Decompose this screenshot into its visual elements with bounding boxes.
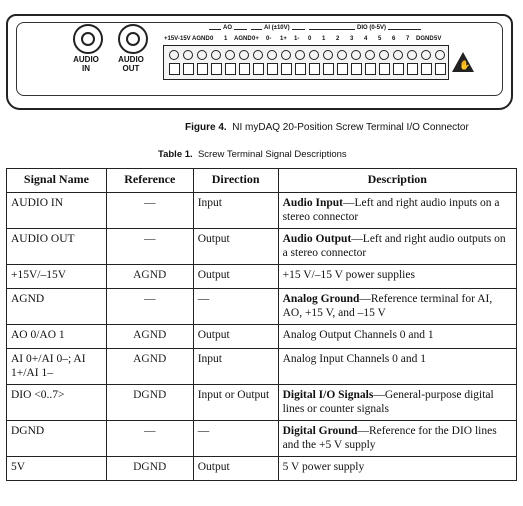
terminal-position	[181, 48, 194, 76]
figure-caption-label: Figure 4.	[185, 122, 227, 133]
wire-slot	[183, 63, 194, 75]
pin-label: AGND	[192, 36, 210, 42]
screw-icon	[183, 50, 193, 60]
wire-slot	[393, 63, 404, 75]
cell-direction: Input	[193, 193, 278, 229]
screw-icon	[379, 50, 389, 60]
table-row	[7, 289, 517, 325]
pin-label: AGND	[234, 36, 252, 42]
cell-direction: Output	[193, 325, 278, 349]
screw-icon	[393, 50, 403, 60]
terminal-position	[293, 48, 306, 76]
description-text: Analog Output Channels 0 and 1	[282, 329, 434, 341]
cell-direction: Output	[193, 457, 278, 481]
description-term: Digital Ground	[282, 425, 358, 437]
table-row	[7, 193, 517, 229]
description-text: —Reference terminal for AI, AO, +15 V, and –15 V	[282, 293, 493, 319]
pin-label: 4	[364, 36, 368, 42]
screw-icon	[253, 50, 263, 60]
screw-icon	[281, 50, 291, 60]
cell-reference: AGND	[106, 349, 193, 385]
cell-description	[278, 265, 516, 289]
pin-label: 1-	[294, 36, 300, 42]
cell-reference: —	[106, 193, 193, 229]
wire-slot	[253, 63, 264, 75]
wire-slot	[421, 63, 432, 75]
pin-label: 5V	[434, 36, 442, 42]
screw-icon	[225, 50, 235, 60]
cell-direction: Input or Output	[193, 385, 278, 421]
wire-slot	[435, 63, 446, 75]
pin-label: 1	[322, 36, 326, 42]
terminal-position	[419, 48, 432, 76]
table-row	[7, 421, 517, 457]
screw-icon	[435, 50, 445, 60]
wire-slot	[351, 63, 362, 75]
cell-description	[278, 421, 516, 457]
cell-description	[278, 385, 516, 421]
screw-icon	[309, 50, 319, 60]
screw-icon	[323, 50, 333, 60]
description-text: Analog Input Channels 0 and 1	[282, 353, 426, 365]
screw-icon	[337, 50, 347, 60]
description-term: Audio Input	[282, 197, 343, 209]
description-term: Digital I/O Signals	[282, 389, 374, 401]
terminal-position	[405, 48, 418, 76]
wire-slot	[379, 63, 390, 75]
table-row	[7, 265, 517, 289]
cell-reference: DGND	[106, 457, 193, 481]
terminal-position	[167, 48, 180, 76]
pin-label: +15V	[164, 36, 179, 42]
wire-slot	[323, 63, 334, 75]
pin-label: DGND	[416, 36, 434, 42]
ao-group-label: AO	[223, 25, 232, 31]
description-text: —General-purpose digital lines or counter signals	[282, 389, 494, 415]
description-term: Audio Output	[282, 233, 352, 245]
terminal-position	[223, 48, 236, 76]
wire-slot	[365, 63, 376, 75]
wire-slot	[169, 63, 180, 75]
wire-slot	[225, 63, 236, 75]
cell-signal-name: AI 0+/AI 0–; AI 1+/AI 1–	[7, 349, 107, 385]
screw-icon	[295, 50, 305, 60]
header-description: Description	[278, 169, 516, 193]
figure-caption-text: NI myDAQ 20-Position Screw Terminal I/O Connector	[232, 122, 469, 133]
terminal-position	[335, 48, 348, 76]
cell-signal-name: 5V	[7, 457, 107, 481]
screw-icon	[421, 50, 431, 60]
pin-label: 0	[210, 36, 214, 42]
wire-slot	[281, 63, 292, 75]
pin-label: 2	[336, 36, 340, 42]
table-caption	[158, 149, 347, 160]
table-row	[7, 349, 517, 385]
description-text: +15 V/–15 V power supplies	[282, 269, 415, 281]
ai-group-label: AI (±10V)	[264, 25, 290, 31]
cell-signal-name: AGND	[7, 289, 107, 325]
terminal-position	[265, 48, 278, 76]
description-term: Analog Ground	[282, 293, 360, 305]
terminal-position	[279, 48, 292, 76]
wire-slot	[309, 63, 320, 75]
cell-signal-name: AUDIO IN	[7, 193, 107, 229]
wire-slot	[337, 63, 348, 75]
pin-label: 7	[406, 36, 410, 42]
pin-label: 5	[378, 36, 382, 42]
wire-slot	[267, 63, 278, 75]
table-row	[7, 457, 517, 481]
cell-signal-name: AO 0/AO 1	[7, 325, 107, 349]
audio-in-label: AUDIO IN	[73, 55, 99, 73]
wire-slot	[295, 63, 306, 75]
wire-slot	[407, 63, 418, 75]
description-text: —Left and right audio inputs on a stereo connector	[282, 197, 500, 223]
audio-out-label: AUDIO OUT	[118, 55, 144, 73]
cell-direction: Output	[193, 265, 278, 289]
cell-signal-name: DGND	[7, 421, 107, 457]
table-caption-label: Table 1.	[158, 149, 193, 160]
cell-direction: —	[193, 289, 278, 325]
cell-reference: AGND	[106, 325, 193, 349]
terminal-position	[195, 48, 208, 76]
wire-slot	[239, 63, 250, 75]
cell-reference: AGND	[106, 265, 193, 289]
cell-description	[278, 193, 516, 229]
terminal-position	[321, 48, 334, 76]
terminal-position	[363, 48, 376, 76]
cell-signal-name: DIO <0..7>	[7, 385, 107, 421]
terminal-position	[433, 48, 446, 76]
cell-signal-name: AUDIO OUT	[7, 229, 107, 265]
esd-hand-icon: ✋	[459, 61, 471, 71]
header-reference: Reference	[106, 169, 193, 193]
table-row	[7, 385, 517, 421]
terminal-position	[377, 48, 390, 76]
audio-out-jack-icon	[118, 24, 148, 54]
terminal-position	[391, 48, 404, 76]
cell-direction: —	[193, 421, 278, 457]
signal-description-table	[6, 168, 517, 481]
screw-icon	[351, 50, 361, 60]
terminal-position	[237, 48, 250, 76]
screw-icon	[407, 50, 417, 60]
terminal-position	[251, 48, 264, 76]
screw-icon	[239, 50, 249, 60]
cell-direction: Input	[193, 349, 278, 385]
pin-label: 1	[224, 36, 228, 42]
cell-description	[278, 289, 516, 325]
figure-caption	[185, 122, 469, 133]
terminal-position	[209, 48, 222, 76]
table-caption-text: Screw Terminal Signal Descriptions	[197, 149, 347, 160]
cell-reference: —	[106, 229, 193, 265]
cell-reference: —	[106, 421, 193, 457]
cell-description	[278, 349, 516, 385]
screw-terminal-connector	[163, 45, 449, 80]
dio-group-label: DIO (0-5V)	[357, 25, 387, 31]
audio-in-jack-icon	[73, 24, 103, 54]
table-header-row	[7, 169, 517, 193]
terminal-position	[349, 48, 362, 76]
description-text: 5 V power supply	[282, 461, 365, 473]
table-row	[7, 229, 517, 265]
description-text: —Reference for the DIO lines and the +5 V supply	[282, 425, 497, 451]
wire-slot	[211, 63, 222, 75]
cell-signal-name: +15V/–15V	[7, 265, 107, 289]
screw-icon	[169, 50, 179, 60]
table-row	[7, 325, 517, 349]
screw-icon	[211, 50, 221, 60]
pin-label: 0+	[252, 36, 259, 42]
terminal-position	[307, 48, 320, 76]
screw-icon	[365, 50, 375, 60]
device-base-edge	[48, 95, 471, 104]
header-direction: Direction	[193, 169, 278, 193]
cell-description	[278, 229, 516, 265]
cell-direction: Output	[193, 229, 278, 265]
pin-label: 0-	[266, 36, 272, 42]
cell-description	[278, 457, 516, 481]
cell-reference: —	[106, 289, 193, 325]
wire-slot	[197, 63, 208, 75]
pin-label: 1+	[280, 36, 287, 42]
header-signal-name: Signal Name	[7, 169, 107, 193]
pin-label: 0	[308, 36, 312, 42]
pin-label: 3	[350, 36, 354, 42]
screw-icon	[197, 50, 207, 60]
screw-icon	[267, 50, 277, 60]
pin-label: -15V	[178, 36, 191, 42]
pin-label: 6	[392, 36, 396, 42]
cell-reference: DGND	[106, 385, 193, 421]
cell-description	[278, 325, 516, 349]
description-text: —Left and right audio outputs on a stereo connector	[282, 233, 506, 259]
